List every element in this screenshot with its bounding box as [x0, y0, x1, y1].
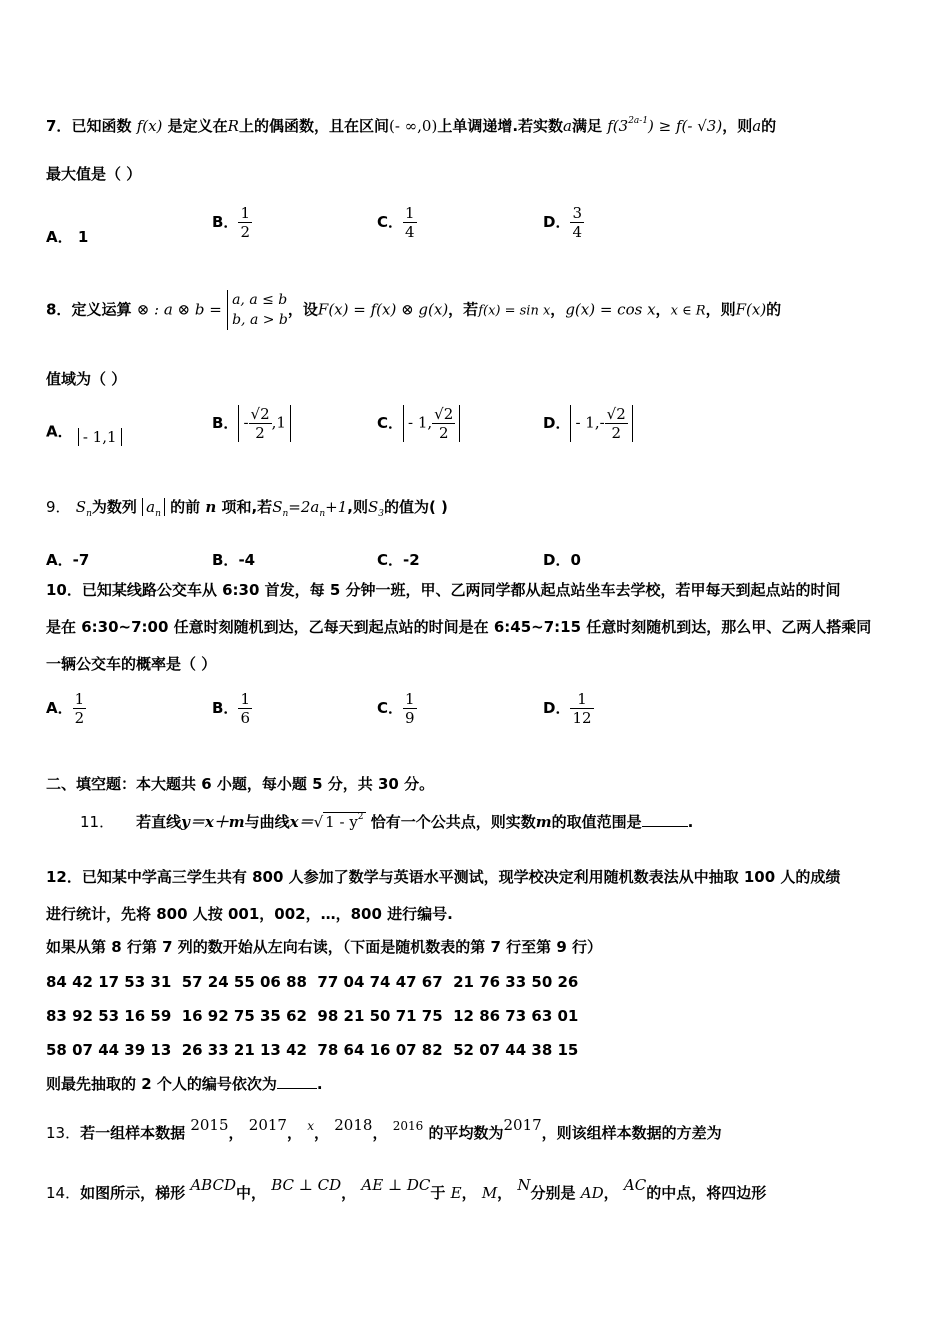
q9-option-a: A．-7 [46, 551, 90, 569]
q8-piecewise: a, a ≤ b b, a > b [227, 290, 288, 330]
q12-line4: 则最先抽取的 2 个人的编号依次为 . [46, 1075, 323, 1093]
q9-line1: 9． $S_n$为数列 $a_n$ 的前 n 项和,若$S_n=2a_n+1$,则$S_3$的值为( ) [46, 498, 448, 519]
q11-answer-blank[interactable] [642, 826, 688, 827]
q14-line1: 14．如图所示，梯形 ABCD中， BC ⊥ CD， AE ⊥ DC于 E， M， N分别是 AD， AC的中点，将四边形 [46, 1176, 767, 1202]
q13-line1: 13．若一组样本数据 2015， 2017， $^x$， 2018， $^{2016}$ 的平均数为2017，则该组样本数据的方差为 [46, 1116, 722, 1142]
q10-line2: 是在 6:30~7:00 任意时刻随机到达，乙每天到起点站的时间是在 6:45~7:15 任意时刻随机到达，那么甲、乙两人搭乘同 [46, 618, 872, 636]
q9-option-c: C．-2 [377, 551, 420, 569]
q12-line3: 如果从第 8 行第 7 列的数开始从左向右读，（下面是随机数表的第 7 行至第 9 行） [46, 938, 603, 956]
q7-line2: 最大值是（ ） [46, 165, 142, 183]
q8-option-b: B． - $\frac{√2}{2}$ ,1 [212, 405, 291, 442]
q7-option-d: D． $\frac{3}{4}$ [543, 204, 582, 241]
q7-inequality: $f(3^{2a-1}) \ge f(-$ √3) [607, 116, 723, 135]
q12-line2: 进行统计，先将 800 人按 001，002，…，800 进行编号. [46, 905, 453, 923]
q10-line1: 10．已知某线路公交车从 6:30 首发，每 5 分钟一班，甲、乙两同学都从起点站坐车去学校，若甲每天到起点站的时间 [46, 581, 841, 599]
q12-answer-blank[interactable] [277, 1088, 317, 1089]
random-table-row-8: 83 92 53 16 59 16 92 75 35 62 98 21 50 71 75 12 86 73 63 01 [46, 1007, 579, 1025]
q10-line3: 一辆公交车的概率是（ ） [46, 655, 217, 673]
q12-line1: 12．已知某中学高三学生共有 800 人参加了数学与英语水平测试，现学校决定利用随机数表法从中抽取 100 人的成绩 [46, 868, 841, 886]
q7-line1: 7．已知函数 f(x) 是定义在R上的偶函数，且在区间(- ∞,0)上单调递增.若实数a满足 $f(3^{2a-1}) \ge f(-$ √3)，则a的 [46, 116, 777, 135]
section-heading: 二、填空题：本大题共 6 小题，每小题 5 分，共 30 分。 [46, 775, 435, 793]
q10-option-d: D． $\frac{1}{12}$ [543, 690, 592, 727]
q9-option-d: D．0 [543, 551, 581, 569]
q8-option-a: A． - 1,1 [46, 418, 122, 446]
q10-option-a: A． $\frac{1}{2}$ [46, 690, 85, 727]
q7-option-b: B． $\frac{1}{2}$ [212, 204, 250, 241]
random-table-row-9: 58 07 44 39 13 26 33 21 13 42 78 64 16 07 82 52 07 44 38 15 [46, 1041, 579, 1059]
random-table-row-7: 84 42 17 53 31 57 24 55 06 88 77 04 74 47 67 21 76 33 50 26 [46, 973, 579, 991]
q8-option-c: C． - 1, $\frac{√2}{2}$ [377, 405, 460, 442]
q8-line2: 值域为（ ） [46, 370, 127, 388]
q7-option-c: C． $\frac{1}{4}$ [377, 204, 415, 241]
q8-line1: 8．定义运算 ⊗ : a ⊗ b = a, a ≤ b b, a > b ，设F(x) = f(x) ⊗ g(x)，若f(x) = sin x，g(x) = cos x，x ∈ R，则F(x)的 [46, 292, 782, 328]
q7-fx: f(x) [136, 117, 163, 135]
q11-sqrt: $1 - y^2$ [325, 812, 364, 831]
q9-option-b: B．-4 [212, 551, 256, 569]
q10-option-b: B． $\frac{1}{6}$ [212, 690, 250, 727]
q10-option-c: C． $\frac{1}{9}$ [377, 690, 415, 727]
q7-option-a: A． 1 [46, 228, 89, 246]
q8-option-d: D． - 1,- $\frac{√2}{2}$ [543, 405, 633, 442]
q11-line1: 11． 若直线y＝x＋m与曲线x＝√ $1 - y^2$ 恰有一个公共点，则实数m的取值范围是 . [80, 812, 694, 831]
